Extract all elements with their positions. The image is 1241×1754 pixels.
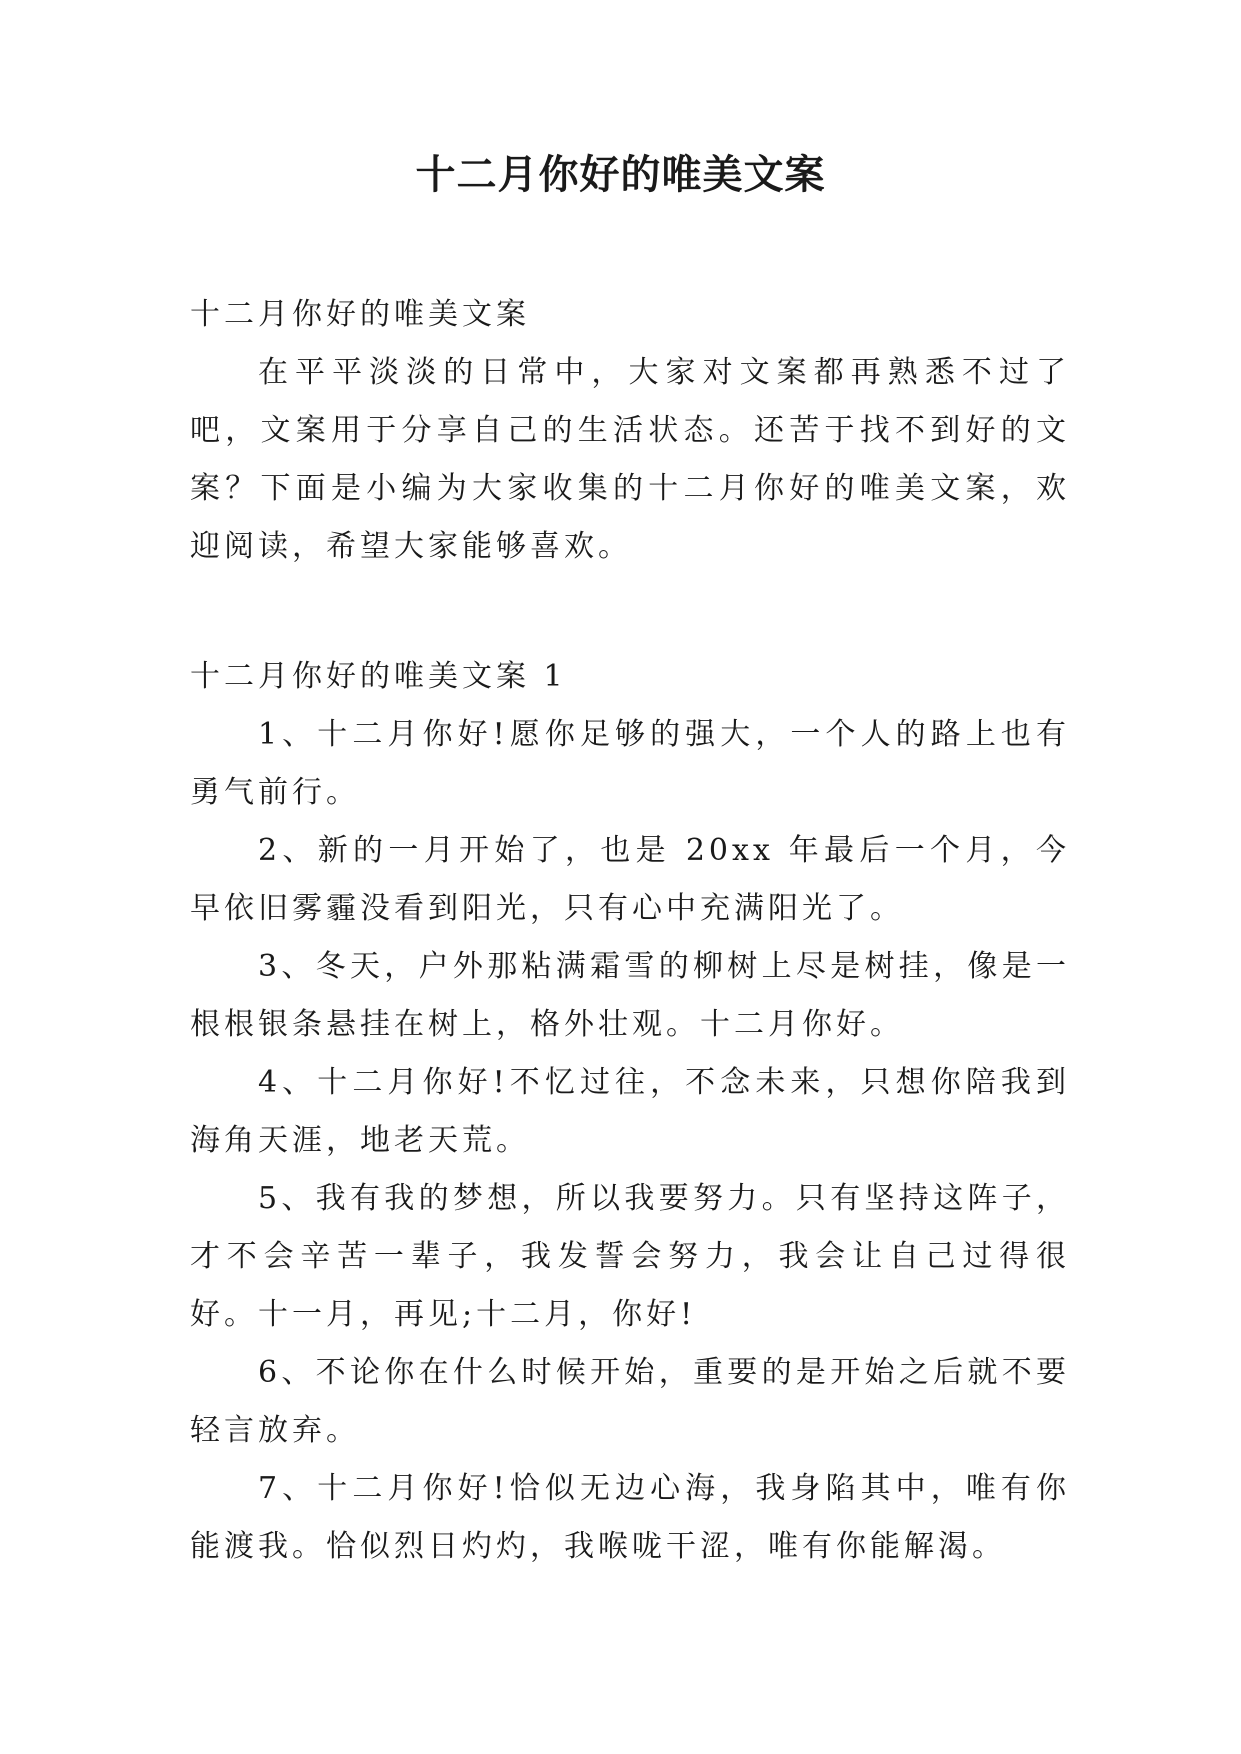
section-heading: 十二月你好的唯美文案 1: [190, 659, 567, 694]
intro-paragraph: 在平平淡淡的日常中，大家对文案都再熟悉不过了吧，文案用于分享自己的生活状态。还苦于找不到好的文案？下面是小编为大家收集的十二月你好的唯美文案，欢迎阅读，希望大家能够喜欢。: [190, 355, 1070, 564]
list-item: 5、我有我的梦想，所以我要努力。只有坚持这阵子，才不会辛苦一辈子，我发誓会努力，我会让自己过得很好。十一月，再见;十二月，你好!: [190, 1181, 1070, 1332]
document-title: 十二月你好的唯美文案: [415, 151, 826, 198]
document-subtitle: 十二月你好的唯美文案: [190, 297, 530, 332]
list-item: 1、十二月你好!愿你足够的强大，一个人的路上也有勇气前行。: [190, 717, 1070, 810]
section-gap: [190, 576, 1070, 648]
document-body: [190, 286, 1070, 1576]
list-item: 2、新的一月开始了，也是 20xx 年最后一个月，今早依旧雾霾没看到阳光，只有心中充满阳光了。: [190, 833, 1070, 926]
list-item: 3、冬天，户外那粘满霜雪的柳树上尽是树挂，像是一根根银条悬挂在树上，格外壮观。十二月你好。: [190, 949, 1070, 1042]
list-item: 4、十二月你好!不忆过往，不念未来，只想你陪我到海角天涯，地老天荒。: [190, 1065, 1070, 1158]
list-item: 6、不论你在什么时候开始，重要的是开始之后就不要轻言放弃。: [190, 1355, 1070, 1448]
list-item: 7、十二月你好!恰似无边心海，我身陷其中，唯有你能渡我。恰似烈日灼灼，我喉咙干涩，唯有你能解渴。: [190, 1471, 1070, 1564]
